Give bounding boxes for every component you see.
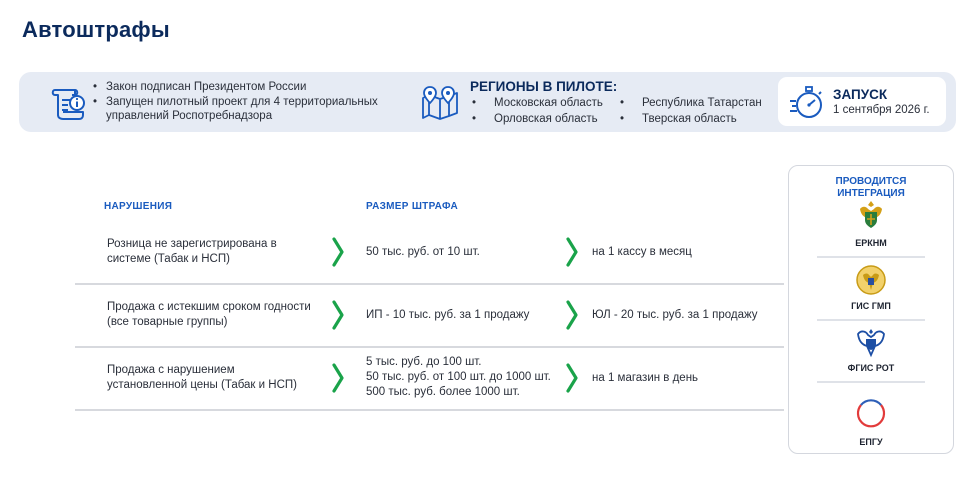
integration-divider xyxy=(817,381,925,383)
integration-label: ФГИС РОТ xyxy=(847,363,895,373)
fine-cell: 50 тыс. руб. от 10 шт. xyxy=(366,246,480,258)
integration-label: ЕРКНМ xyxy=(855,238,887,248)
violation-cell: Продажа с нарушением установленной цены (Табак и НСП) xyxy=(107,364,297,391)
fine-note-cell: на 1 магазин в день xyxy=(592,372,699,384)
regions-title: РЕГИОНЫ В ПИЛОТЕ: xyxy=(470,79,618,94)
integration-label: ГИС ГМП xyxy=(851,301,891,311)
page-title: Автоштрафы xyxy=(22,17,170,42)
integration-title: ПРОВОДИТСЯ ИНТЕГРАЦИЯ xyxy=(835,176,907,199)
law-document-icon xyxy=(50,84,88,122)
fine-cell: ИП - 10 тыс. руб. за 1 продажу xyxy=(366,309,530,321)
regions-list-2 xyxy=(618,96,762,127)
fine-cell: 50 тыс. руб. от 100 шт. до 1000 шт. xyxy=(366,371,551,383)
violation-cell: Розница не зарегистрирована в системе (Табак и НСП) xyxy=(107,238,277,265)
integration-divider xyxy=(817,256,925,258)
region-item: • Республика Татарстан xyxy=(618,96,762,112)
fine-cell: 500 тыс. руб. более 1000 шт. xyxy=(366,386,520,398)
violations-header: НАРУШЕНИЯ xyxy=(104,201,173,212)
region-item: • Орловская область xyxy=(470,112,603,128)
gosuslugi-ring-icon xyxy=(853,399,889,431)
row-divider xyxy=(75,346,784,348)
integration-label: ЕПГУ xyxy=(859,437,883,447)
fine-note-cell: на 1 кассу в месяц xyxy=(592,246,692,258)
region-item: • Московская область xyxy=(470,96,603,112)
regions-list-1 xyxy=(470,96,603,127)
map-pins-icon xyxy=(420,84,460,120)
chevron-right-icon xyxy=(331,299,345,331)
stopwatch-icon xyxy=(788,82,826,122)
law-points-list xyxy=(92,80,412,124)
law-point: • Запущен пилотный проект для 4 территориальных управлений Роспотребнадзора xyxy=(92,95,412,124)
fine-size-header: РАЗМЕР ШТРАФА xyxy=(366,201,459,212)
launch-title: ЗАПУСК xyxy=(833,87,888,102)
treasury-emblem-icon xyxy=(855,264,887,296)
integration-divider xyxy=(817,319,925,321)
chevron-right-icon xyxy=(565,236,579,268)
region-item: • Тверская область xyxy=(618,112,762,128)
eagle-emblem-icon xyxy=(855,326,887,358)
violation-cell: Продажа с истекшим сроком годности (все товарные группы) xyxy=(107,301,311,328)
row-divider xyxy=(75,283,784,285)
prosecutor-emblem-icon xyxy=(856,199,886,233)
chevron-right-icon xyxy=(565,362,579,394)
fine-note-cell: ЮЛ - 20 тыс. руб. за 1 продажу xyxy=(592,309,758,321)
gosuslugi-logo-icon xyxy=(853,399,889,431)
chevron-right-icon xyxy=(565,299,579,331)
law-point: • Закон подписан Президентом России xyxy=(92,80,412,95)
fine-cell: 5 тыс. руб. до 100 шт. xyxy=(366,356,482,368)
launch-date: 1 сентября 2026 г. xyxy=(833,104,930,116)
chevron-right-icon xyxy=(331,236,345,268)
row-divider xyxy=(75,409,784,411)
chevron-right-icon xyxy=(331,362,345,394)
